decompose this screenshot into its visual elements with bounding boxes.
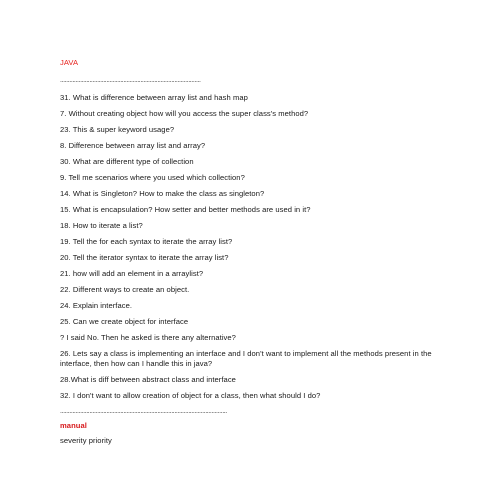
separator-bottom: ............................................................................................................: [60, 408, 227, 415]
manual-heading: manual: [60, 421, 87, 430]
question-item: 15. What is encapsulation? How setter and better methods are used in it?: [60, 205, 311, 214]
question-item: 32. I don't want to allow creation of object for a class, then what should I do?: [60, 391, 321, 400]
manual-item: severity priority: [60, 436, 112, 445]
question-item: 7. Without creating object how will you access the super class's method?: [60, 109, 309, 118]
question-item: 19. Tell the for each syntax to iterate the array list?: [60, 237, 233, 246]
question-item: 22. Different ways to create an object.: [60, 285, 190, 294]
question-item: 26. Lets say a class is implementing an interface and I don't want to implement all the methods present in the interface, then how can I handle this in java?: [60, 349, 432, 368]
separator-top: ...........................................................................................: [60, 77, 201, 84]
java-heading: JAVA: [60, 58, 79, 67]
question-item: 30. What are different type of collection: [60, 157, 194, 166]
question-item: 18. How to iterate a list?: [60, 221, 143, 230]
question-item: 9. Tell me scenarios where you used which collection?: [60, 173, 245, 182]
question-item: 23. This & super keyword usage?: [60, 125, 175, 134]
question-item: 21. how will add an element in a arraylist?: [60, 269, 204, 278]
question-item: 20. Tell the iterator syntax to iterate the array list?: [60, 253, 229, 262]
question-item: 25. Can we create object for interface: [60, 317, 189, 326]
question-item: 24. Explain interface.: [60, 301, 133, 310]
question-item: 8. Difference between array list and array?: [60, 141, 206, 150]
question-item: 31. What is difference between array list and hash map: [60, 93, 248, 102]
question-item: ? I said No. Then he asked is there any alternative?: [60, 333, 236, 342]
question-item: 14. What is Singleton? How to make the class as singleton?: [60, 189, 265, 198]
question-item: 28.What is diff between abstract class and interface: [60, 375, 236, 384]
